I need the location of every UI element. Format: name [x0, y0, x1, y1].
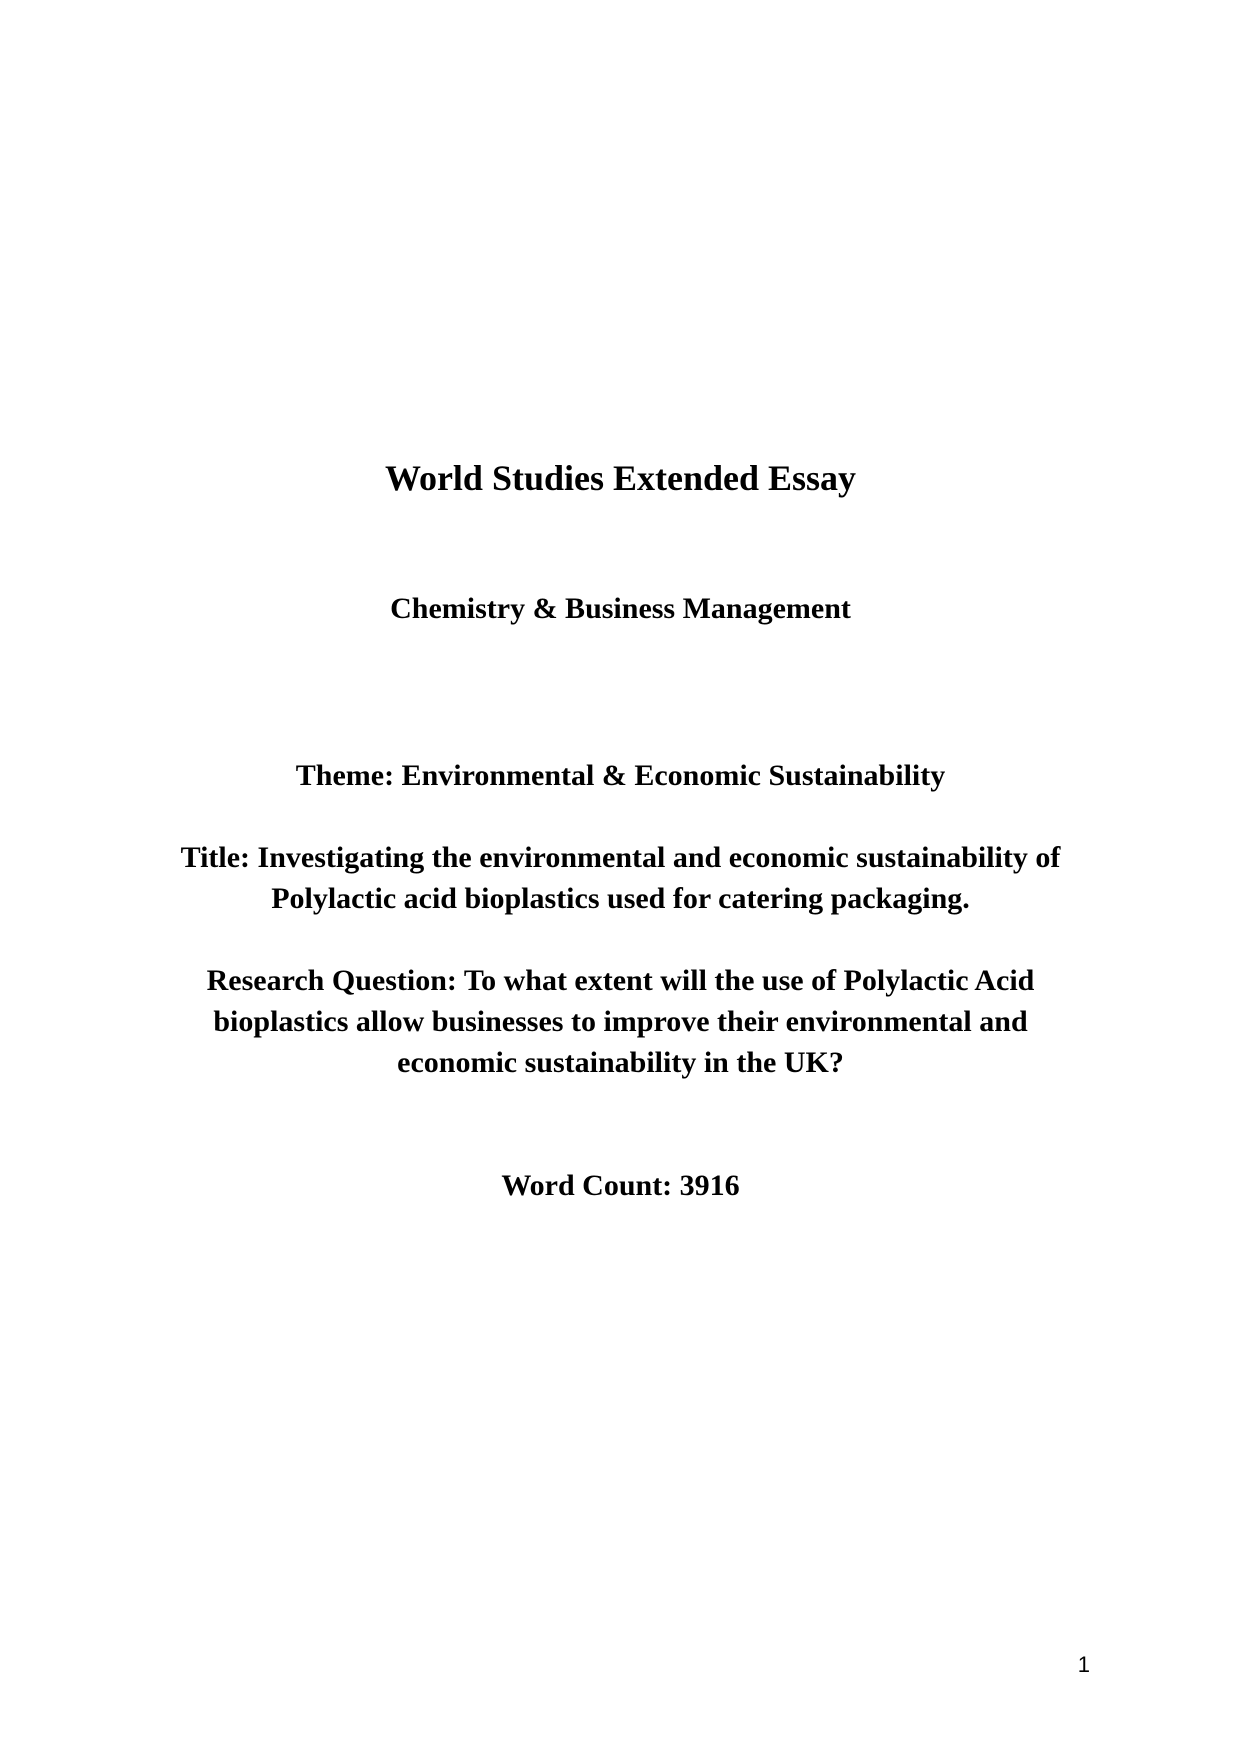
- research-question-line: economic sustainability in the UK?: [397, 1046, 844, 1079]
- essay-heading: World Studies Extended Essay: [384, 458, 857, 498]
- word-count: Word Count: 3916: [501, 1169, 740, 1202]
- page-number: 1: [1077, 1652, 1090, 1677]
- essay-theme: Theme: Environmental & Economic Sustainability: [295, 759, 946, 792]
- essay-title-line: Polylactic acid bioplastics used for catering packaging.: [271, 882, 970, 915]
- research-question-line: bioplastics allow businesses to improve their environmental and: [213, 1005, 1028, 1038]
- essay-subjects: Chemistry & Business Management: [390, 592, 851, 625]
- essay-title-line: Title: Investigating the environmental and economic sustainability of: [180, 841, 1061, 874]
- research-question-line: Research Question: To what extent will the use of Polylactic Acid: [206, 964, 1035, 997]
